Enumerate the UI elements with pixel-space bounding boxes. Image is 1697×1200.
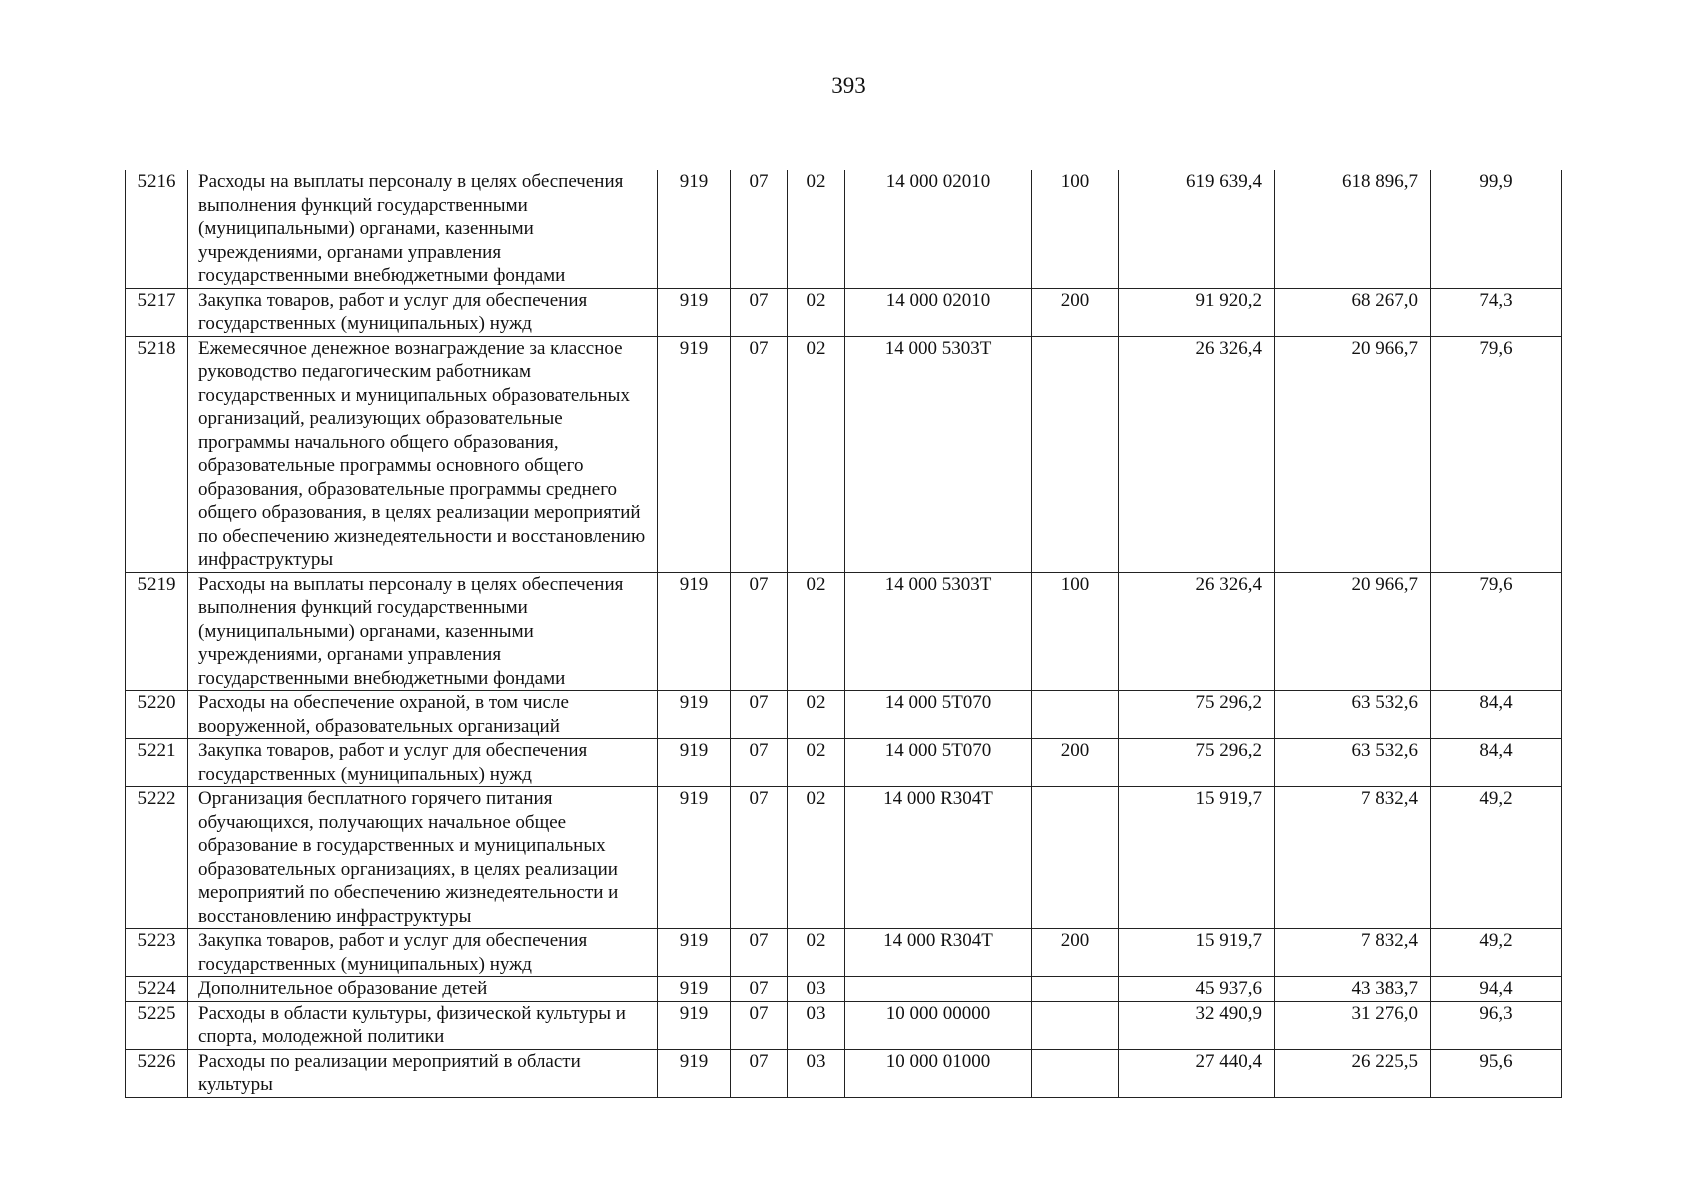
table-row (126, 1001, 1562, 1049)
row-number-cell: 5226 (126, 1049, 188, 1097)
target-article-cell: 14 000 5303Т (845, 336, 1032, 572)
expense-name-cell: Расходы в области культуры, физической культуры и спорта, молодежной политики (188, 1001, 658, 1049)
expense-name-cell: Дополнительное образование детей (188, 977, 658, 1002)
executed-amount-cell: 63 532,6 (1275, 691, 1431, 739)
execution-percent-cell: 84,4 (1431, 739, 1562, 787)
execution-percent-cell: 84,4 (1431, 691, 1562, 739)
subsection-code-cell: 03 (788, 1001, 845, 1049)
table-row (126, 929, 1562, 977)
execution-percent-cell: 49,2 (1431, 929, 1562, 977)
table-row (126, 691, 1562, 739)
grbs-code-cell: 919 (658, 170, 731, 288)
execution-percent-cell: 49,2 (1431, 787, 1562, 929)
executed-amount-cell: 63 532,6 (1275, 739, 1431, 787)
executed-amount-cell: 43 383,7 (1275, 977, 1431, 1002)
approved-amount-cell: 26 326,4 (1119, 336, 1275, 572)
expense-type-cell: 200 (1032, 739, 1119, 787)
expense-name-cell: Ежемесячное денежное вознаграждение за классное руководство педагогическим работникам государственных и муниципальных образовательных организаций, реализующих образовательные программы начального общего образования, образовательные программы основного общего образования, образовательные программы среднего общего образования, в целях реализации мероприятий по обеспечению жизнедеятельности и восстановлению инфраструктуры (188, 336, 658, 572)
expense-type-cell: 200 (1032, 288, 1119, 336)
section-code-cell: 07 (731, 977, 788, 1002)
grbs-code-cell: 919 (658, 572, 731, 691)
execution-percent-cell: 96,3 (1431, 1001, 1562, 1049)
grbs-code-cell: 919 (658, 691, 731, 739)
expense-name-cell: Расходы по реализации мероприятий в области культуры (188, 1049, 658, 1097)
expense-name-cell: Закупка товаров, работ и услуг для обеспечения государственных (муниципальных) нужд (188, 739, 658, 787)
expense-name-cell: Закупка товаров, работ и услуг для обеспечения государственных (муниципальных) нужд (188, 288, 658, 336)
execution-percent-cell: 94,4 (1431, 977, 1562, 1002)
approved-amount-cell: 619 639,4 (1119, 170, 1275, 288)
target-article-cell: 14 000 5Т070 (845, 691, 1032, 739)
target-article-cell: 14 000 5303Т (845, 572, 1032, 691)
approved-amount-cell: 75 296,2 (1119, 739, 1275, 787)
row-number-cell: 5222 (126, 787, 188, 929)
expense-name-cell: Расходы на обеспечение охраной, в том числе вооруженной, образовательных организаций (188, 691, 658, 739)
section-code-cell: 07 (731, 572, 788, 691)
grbs-code-cell: 919 (658, 288, 731, 336)
expense-type-cell (1032, 1001, 1119, 1049)
target-article-cell: 14 000 5Т070 (845, 739, 1032, 787)
subsection-code-cell: 03 (788, 1049, 845, 1097)
approved-amount-cell: 15 919,7 (1119, 929, 1275, 977)
executed-amount-cell: 7 832,4 (1275, 787, 1431, 929)
expense-type-cell (1032, 1049, 1119, 1097)
section-code-cell: 07 (731, 739, 788, 787)
row-number-cell: 5216 (126, 170, 188, 288)
expense-type-cell (1032, 691, 1119, 739)
target-article-cell: 10 000 01000 (845, 1049, 1032, 1097)
budget-table (125, 170, 1562, 1098)
expense-type-cell (1032, 787, 1119, 929)
subsection-code-cell: 02 (788, 691, 845, 739)
expense-type-cell (1032, 977, 1119, 1002)
grbs-code-cell: 919 (658, 739, 731, 787)
executed-amount-cell: 20 966,7 (1275, 336, 1431, 572)
target-article-cell: 10 000 00000 (845, 1001, 1032, 1049)
executed-amount-cell: 20 966,7 (1275, 572, 1431, 691)
grbs-code-cell: 919 (658, 929, 731, 977)
table-row (126, 787, 1562, 929)
section-code-cell: 07 (731, 787, 788, 929)
subsection-code-cell: 03 (788, 977, 845, 1002)
expense-type-cell: 200 (1032, 929, 1119, 977)
table-row (126, 288, 1562, 336)
section-code-cell: 07 (731, 929, 788, 977)
expense-name-cell: Организация бесплатного горячего питания обучающихся, получающих начальное общее образование в государственных и муниципальных образовательных организациях, в целях реализации мероприятий по обеспечению жизнедеятельности и восстановлению инфраструктуры (188, 787, 658, 929)
row-number-cell: 5220 (126, 691, 188, 739)
subsection-code-cell: 02 (788, 170, 845, 288)
grbs-code-cell: 919 (658, 1049, 731, 1097)
approved-amount-cell: 91 920,2 (1119, 288, 1275, 336)
approved-amount-cell: 32 490,9 (1119, 1001, 1275, 1049)
table-row (126, 170, 1562, 288)
section-code-cell: 07 (731, 288, 788, 336)
page-number: 393 (831, 73, 866, 98)
approved-amount-cell: 15 919,7 (1119, 787, 1275, 929)
table-row (126, 977, 1562, 1002)
subsection-code-cell: 02 (788, 787, 845, 929)
row-number-cell: 5221 (126, 739, 188, 787)
target-article-cell: 14 000 02010 (845, 288, 1032, 336)
budget-table-body (126, 170, 1562, 1097)
approved-amount-cell: 27 440,4 (1119, 1049, 1275, 1097)
executed-amount-cell: 31 276,0 (1275, 1001, 1431, 1049)
subsection-code-cell: 02 (788, 572, 845, 691)
expense-type-cell: 100 (1032, 170, 1119, 288)
section-code-cell: 07 (731, 336, 788, 572)
row-number-cell: 5224 (126, 977, 188, 1002)
row-number-cell: 5223 (126, 929, 188, 977)
grbs-code-cell: 919 (658, 336, 731, 572)
approved-amount-cell: 45 937,6 (1119, 977, 1275, 1002)
target-article-cell: 14 000 R304Т (845, 787, 1032, 929)
target-article-cell (845, 977, 1032, 1002)
subsection-code-cell: 02 (788, 929, 845, 977)
approved-amount-cell: 26 326,4 (1119, 572, 1275, 691)
table-row (126, 572, 1562, 691)
section-code-cell: 07 (731, 1001, 788, 1049)
table-row (126, 739, 1562, 787)
execution-percent-cell: 79,6 (1431, 572, 1562, 691)
row-number-cell: 5225 (126, 1001, 188, 1049)
table-row (126, 1049, 1562, 1097)
expense-type-cell (1032, 336, 1119, 572)
executed-amount-cell: 618 896,7 (1275, 170, 1431, 288)
section-code-cell: 07 (731, 170, 788, 288)
table-row (126, 336, 1562, 572)
section-code-cell: 07 (731, 691, 788, 739)
section-code-cell: 07 (731, 1049, 788, 1097)
row-number-cell: 5217 (126, 288, 188, 336)
executed-amount-cell: 7 832,4 (1275, 929, 1431, 977)
row-number-cell: 5219 (126, 572, 188, 691)
expense-name-cell: Расходы на выплаты персоналу в целях обеспечения выполнения функций государственными (муниципальными) органами, казенными учреждениями, органами управления государственными внебюджетными фондами (188, 572, 658, 691)
grbs-code-cell: 919 (658, 1001, 731, 1049)
expense-type-cell: 100 (1032, 572, 1119, 691)
execution-percent-cell: 79,6 (1431, 336, 1562, 572)
expense-name-cell: Расходы на выплаты персоналу в целях обеспечения выполнения функций государственными (муниципальными) органами, казенными учреждениями, органами управления государственными внебюджетными фондами (188, 170, 658, 288)
subsection-code-cell: 02 (788, 739, 845, 787)
executed-amount-cell: 26 225,5 (1275, 1049, 1431, 1097)
row-number-cell: 5218 (126, 336, 188, 572)
grbs-code-cell: 919 (658, 977, 731, 1002)
execution-percent-cell: 74,3 (1431, 288, 1562, 336)
executed-amount-cell: 68 267,0 (1275, 288, 1431, 336)
subsection-code-cell: 02 (788, 336, 845, 572)
approved-amount-cell: 75 296,2 (1119, 691, 1275, 739)
execution-percent-cell: 99,9 (1431, 170, 1562, 288)
subsection-code-cell: 02 (788, 288, 845, 336)
grbs-code-cell: 919 (658, 787, 731, 929)
execution-percent-cell: 95,6 (1431, 1049, 1562, 1097)
target-article-cell: 14 000 R304Т (845, 929, 1032, 977)
target-article-cell: 14 000 02010 (845, 170, 1032, 288)
expense-name-cell: Закупка товаров, работ и услуг для обеспечения государственных (муниципальных) нужд (188, 929, 658, 977)
